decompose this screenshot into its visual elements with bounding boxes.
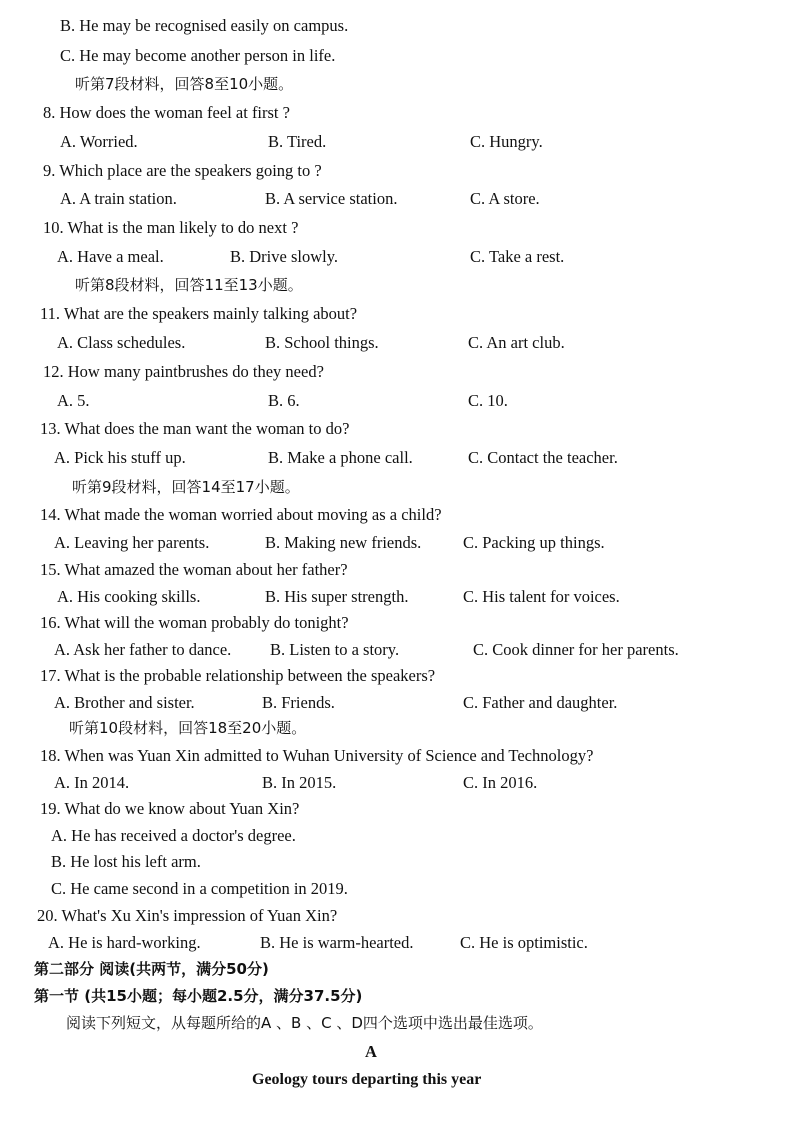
text-line: C. Take a rest. — [470, 247, 565, 266]
text-line: B. He may be recognised easily on campus. — [60, 16, 349, 35]
text-line: A. 5. — [57, 391, 90, 410]
text-line: C. An art club. — [468, 333, 565, 352]
text-line: A. Class schedules. — [57, 333, 186, 352]
text-line: C. Contact the teacher. — [468, 448, 618, 467]
text-line: 听第7段材料，回答8至10小题。 — [75, 75, 294, 93]
text-line: 15. What amazed the woman about her father? — [40, 560, 348, 579]
text-line: B. Friends. — [262, 693, 335, 712]
text-line: 19. What do we know about Yuan Xin? — [40, 799, 300, 818]
text-line: B. Listen to a story. — [270, 640, 400, 659]
text-line: A. Brother and sister. — [54, 693, 195, 712]
text-line: B. He lost his left arm. — [51, 852, 201, 871]
text-line: 20. What's Xu Xin's impression of Yuan Xin? — [37, 906, 338, 925]
text-line: 听第9段材料，回答14至17小题。 — [72, 478, 300, 496]
text-line: B. His super strength. — [265, 587, 409, 606]
text-line: C. His talent for voices. — [463, 587, 620, 606]
text-line: 11. What are the speakers mainly talking about? — [40, 304, 358, 323]
text-line: C. 10. — [468, 391, 508, 410]
text-line: 12. How many paintbrushes do they need? — [43, 362, 324, 381]
text-line: 第二部分 阅读(共两节，满分50分) — [34, 960, 269, 978]
text-line: B. Drive slowly. — [230, 247, 339, 266]
text-line: A. Ask her father to dance. — [54, 640, 232, 659]
text-line: B. 6. — [268, 391, 300, 410]
text-line: A. Pick his stuff up. — [54, 448, 186, 467]
text-line: 听第8段材料，回答11至13小题。 — [75, 276, 303, 294]
text-line: 14. What made the woman worried about moving as a child? — [40, 505, 442, 524]
text-line: 8. How does the woman feel at first ? — [43, 103, 290, 122]
text-line: B. He is warm-hearted. — [260, 933, 414, 952]
text-line: 13. What does the man want the woman to do? — [40, 419, 350, 438]
text-line: C. He may become another person in life. — [60, 46, 336, 65]
text-line: C. Packing up things. — [463, 533, 605, 552]
text-line: A. A train station. — [60, 189, 177, 208]
text-line: Geology tours departing this year — [252, 1071, 482, 1088]
text-line: 16. What will the woman probably do tonight? — [40, 613, 349, 632]
text-line: A. Worried. — [60, 132, 138, 151]
text-line: B. Making new friends. — [265, 533, 422, 552]
text-line: A. His cooking skills. — [57, 587, 201, 606]
text-line: 听第10段材料，回答18至20小题。 — [69, 719, 307, 737]
text-line: B. Tired. — [268, 132, 327, 151]
text-line: C. He is optimistic. — [460, 933, 588, 952]
text-line: B. A service station. — [265, 189, 398, 208]
text-line: C. He came second in a competition in 2019. — [51, 879, 348, 898]
text-line: A. He is hard-working. — [48, 933, 201, 952]
text-line: 9. Which place are the speakers going to ? — [43, 161, 322, 180]
text-line: C. Father and daughter. — [463, 693, 618, 712]
text-line: A. Have a meal. — [57, 247, 164, 266]
text-line: A. In 2014. — [54, 773, 130, 792]
text-line: C. In 2016. — [463, 773, 538, 792]
text-line: B. In 2015. — [262, 773, 337, 792]
text-line: 17. What is the probable relationship between the speakers? — [40, 666, 436, 685]
text-line: A — [365, 1042, 377, 1061]
text-line: 第一节 (共15小题；每小题2.5分，满分37.5分) — [34, 987, 363, 1005]
text-line: B. Make a phone call. — [268, 448, 413, 467]
text-line: C. Hungry. — [470, 132, 543, 151]
text-line: C. Cook dinner for her parents. — [473, 640, 679, 659]
text-line: B. School things. — [265, 333, 379, 352]
text-line: 10. What is the man likely to do next ? — [43, 218, 299, 237]
text-line: A. He has received a doctor's degree. — [51, 826, 296, 845]
text-line: A. Leaving her parents. — [54, 533, 210, 552]
text-line: 18. When was Yuan Xin admitted to Wuhan University of Science and Technology? — [40, 746, 594, 765]
text-line: C. A store. — [470, 189, 540, 208]
text-line: 阅读下列短文，从每题所给的A 、B 、C 、D四个选项中选出最佳选项。 — [66, 1014, 543, 1032]
